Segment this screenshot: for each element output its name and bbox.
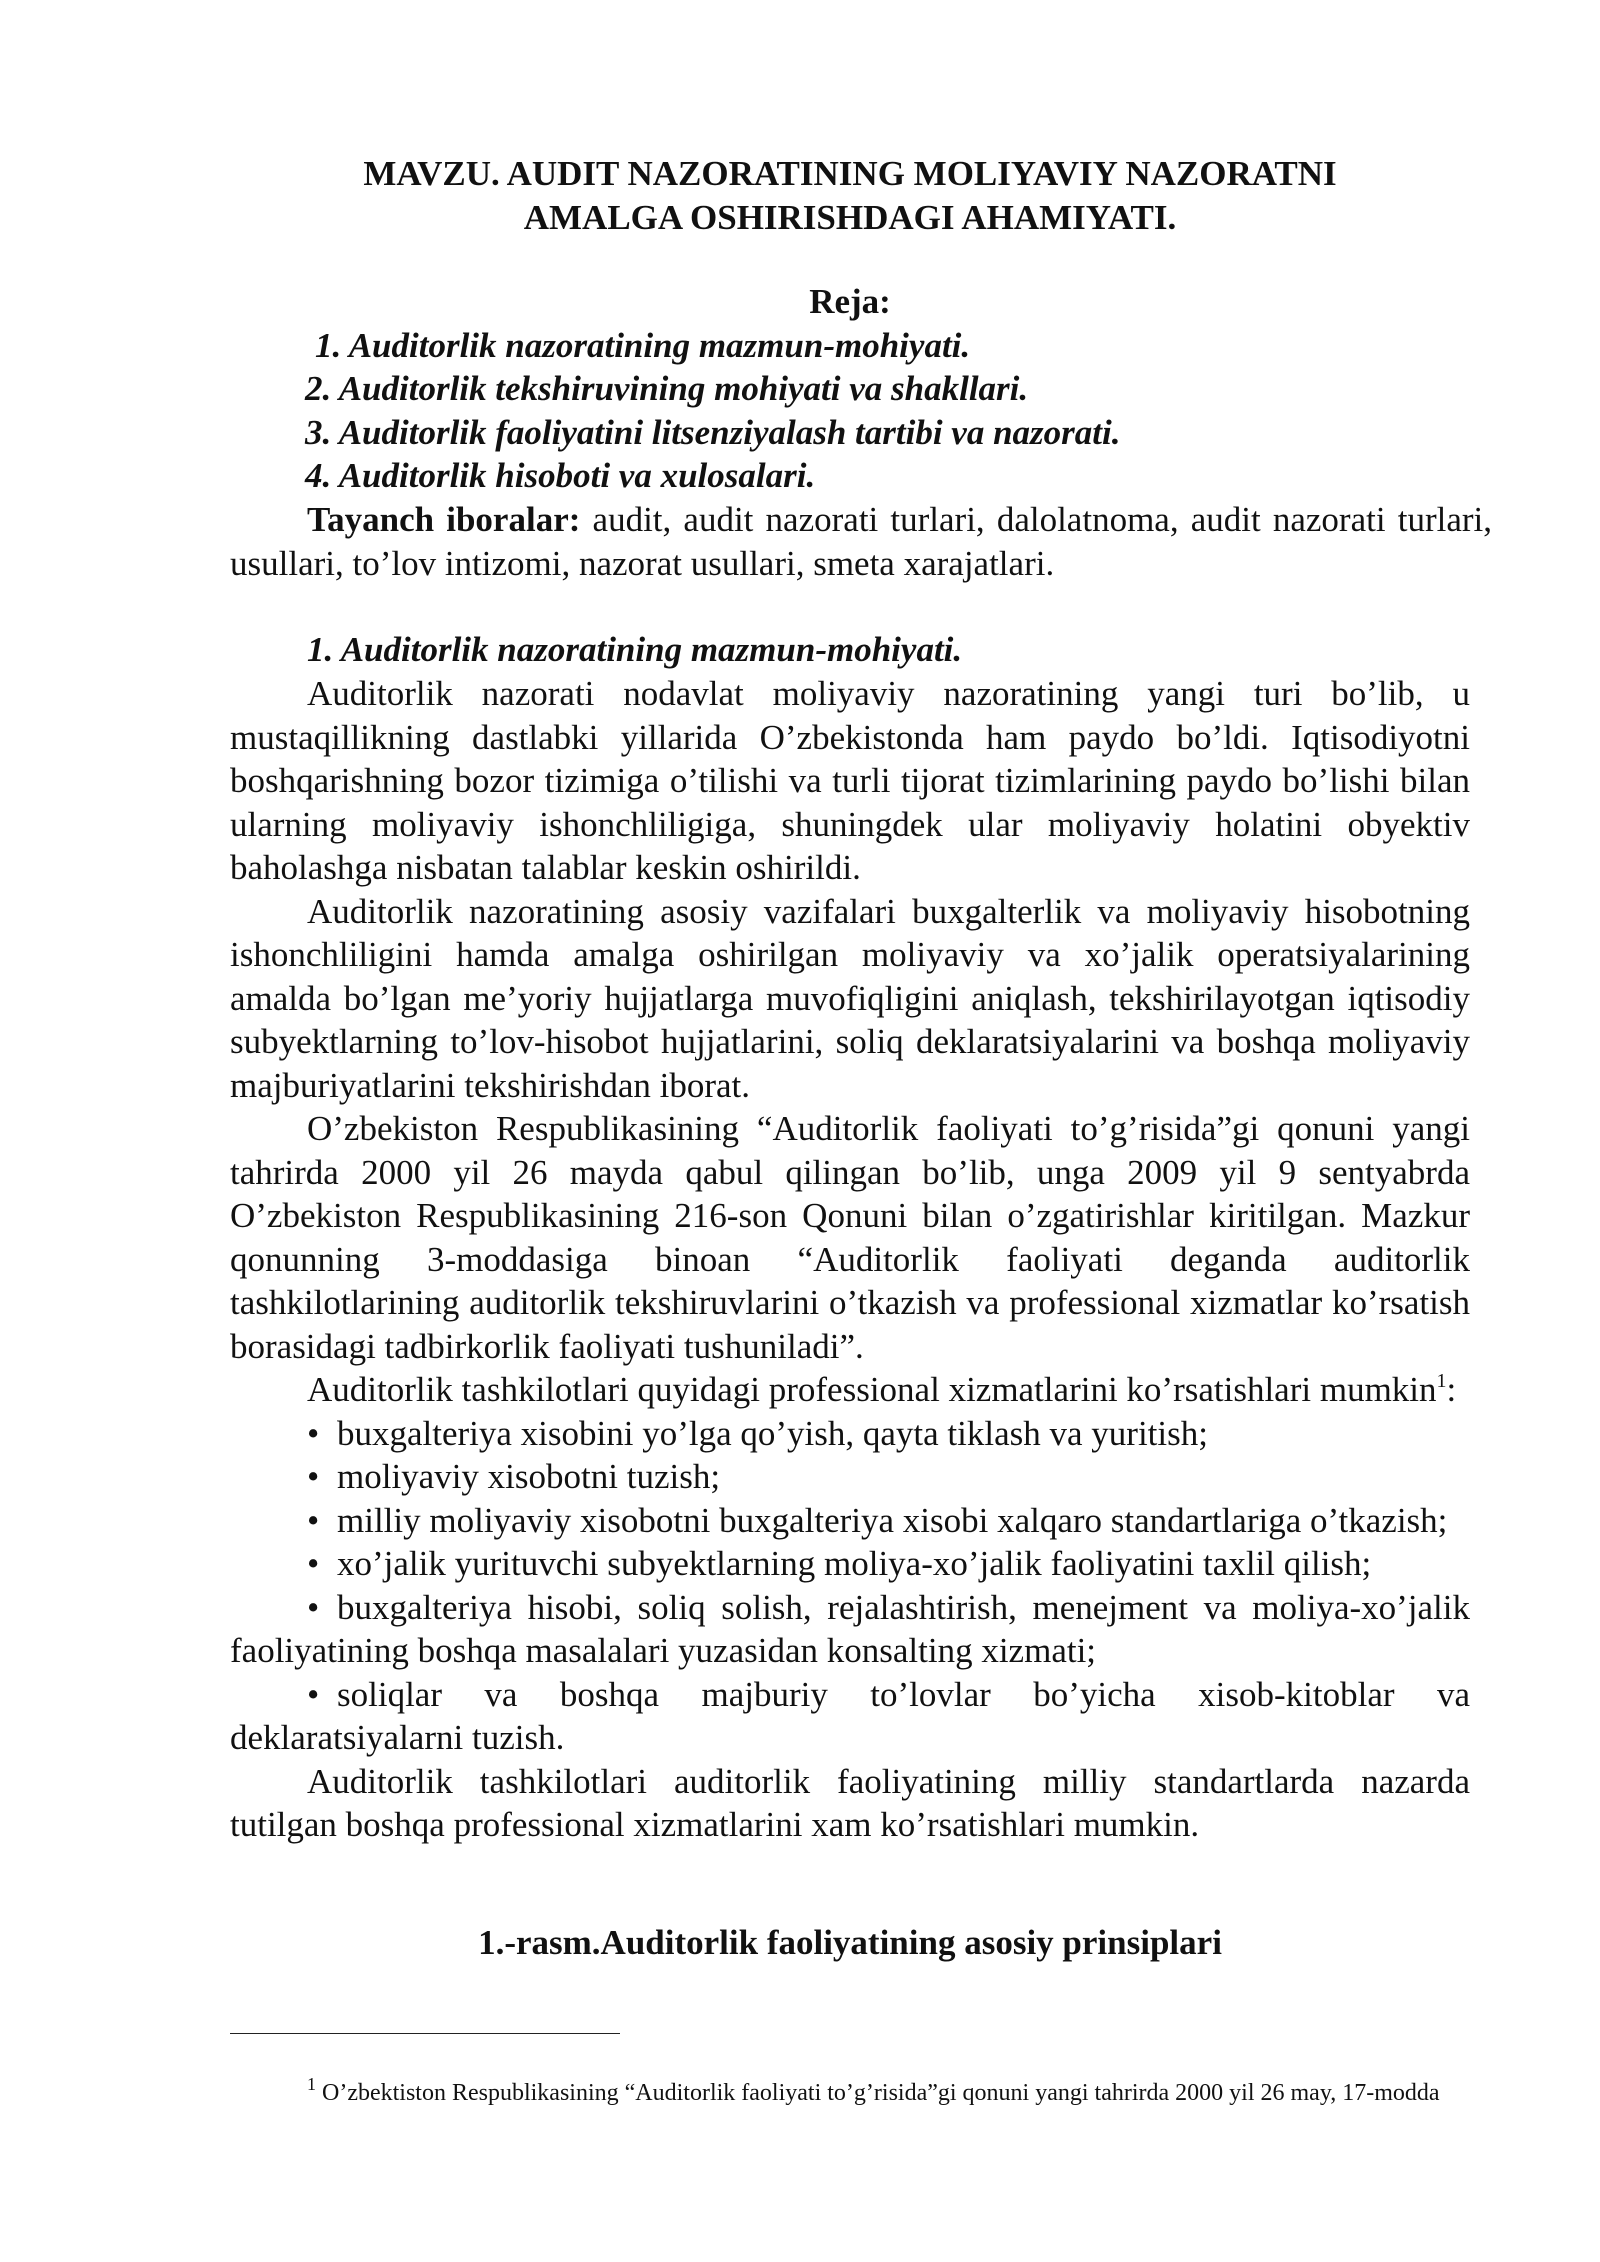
footnote-reference[interactable]: 1 — [1436, 1370, 1447, 1392]
plan-heading: Reja: — [809, 282, 891, 321]
keywords-text: audit, audit nazorati turlari, dalolatnoma, audit nazorati turlari, usullari, to’lov intizomi, nazorat usullari, smeta xarajatlari. — [230, 500, 1492, 583]
body-paragraph: Auditorlik nazorati nodavlat moliyaviy nazoratining yangi turi bo’lib, u mustaqillikning dastlabki yillarida O’zbekistonda ham paydo bo’ldi. Iqtisodiyotni boshqarishning bozor tizimiga o’tilishi va turli tijorat tizimlarining paydo bo’lishi bilan ularning moliyaviy ishonchliligiga, shuningdek ular moliyaviy holatini obyektiv baholashga nisbatan talablar keskin oshirildi. — [230, 674, 1470, 887]
plan-section — [230, 280, 1470, 498]
keywords-label: Tayanch iboralar: — [307, 500, 581, 539]
keywords-paragraph — [230, 498, 1492, 585]
bullet-item: • moliyaviy xisobotni tuzish; — [230, 1455, 1470, 1499]
footnote — [230, 2076, 1470, 2110]
bullet-item: • milliy moliyaviy xisobotni buxgalteriya xisobi xalqaro standartlariga o’tkazish; — [230, 1499, 1470, 1543]
bullet-icon: • — [307, 1413, 320, 1453]
body-paragraph: Auditorlik nazoratining asosiy vazifalari buxgalterlik va moliyaviy hisobotning ishonchliligini hamda amalga oshirilgan moliyaviy va xo’jalik operatsiyalarining amalda bo’lgan me’yoriy hujjatlarga muvofiqligini aniqlash, tekshirilayotgan iqtisodiy subyektlarning to’lov-hisobot hujjatlarini, soliq deklaratsiyalarini va boshqa moliyaviy majburiyatlarini tekshirishdan iborat. — [230, 891, 1470, 1105]
plan-item: 2. Auditorlik tekshiruvining mohiyati va shakllari. — [305, 369, 1029, 408]
bullet-item: • buxgalteriya xisobini yo’lga qo’yish, qayta tiklash va yuritish; — [230, 1412, 1470, 1456]
footnote-number: 1 — [307, 2074, 316, 2094]
figure-caption: 1.-rasm.Auditorlik faoliyatining asosiy prinsiplari — [478, 1923, 1222, 1962]
bullet-icon: • — [307, 1500, 320, 1540]
services-intro-colon: : — [1446, 1370, 1457, 1409]
bullet-icon: • — [307, 1674, 320, 1714]
plan-item: 1. Auditorlik nazoratining mazmun-mohiyati. — [315, 325, 971, 365]
plan-item: 4. Auditorlik hisoboti va xulosalari. — [305, 456, 816, 495]
footnote-separator — [230, 2033, 620, 2034]
bullet-icon: • — [307, 1587, 320, 1627]
bullet-item: • xo’jalik yurituvchi subyektlarning moliya-xo’jalik faoliyatini taxlil qilish; — [230, 1542, 1470, 1586]
bullet-icon: • — [307, 1457, 320, 1496]
bullet-item: • buxgalteriya hisobi, soliq solish, rejalashtirish, menejment va moliya-xo’jalik faoliyatining boshqa masalalari yuzasidan konsalting xizmati; — [230, 1587, 1470, 1670]
section-body — [230, 672, 1470, 1847]
closing-paragraph: Auditorlik tashkilotlari auditorlik faoliyatining milliy standartlarda nazarda tutilgan boshqa professional xizmatlarini xam ko’rsatishlari mumkin. — [230, 1761, 1470, 1844]
body-paragraph: O’zbekiston Respublikasining “Auditorlik faoliyati to’g’risida”gi qonuni yangi tahrirda 2000 yil 26 mayda qabul qilingan bo’lib, unga 2009 yil 9 sentyabrda O’zbekiston Respublikasining 216-son Qonuni bilan o’zgatirishlar kiritilgan. Mazkur qonunning 3-moddasiga binoan “Auditorlik faoliyati deganda auditorlik tashkilotlarining auditorlik tekshiruvlarini o’tkazish va professional xizmatlar ko’rsatish borasidagi tadbirkorlik faoliyati tushuniladi”. — [230, 1109, 1470, 1366]
document-title — [230, 152, 1470, 240]
footnote-text: O’zbektiston Respublikasining “Auditorlik faoliyati to’g’risida”gi qonuni yangi tahrirda 2000 yil 26 may, 17-modda — [316, 2080, 1440, 2106]
services-intro-text: Auditorlik tashkilotlari quyidagi professional xizmatlarini ko’rsatishlari mumkin — [307, 1370, 1437, 1409]
services-intro — [230, 1368, 1470, 1412]
section-heading: 1. Auditorlik nazoratining mazmun-mohiyati. — [307, 630, 963, 669]
bullet-icon: • — [307, 1544, 320, 1583]
title-line-2: AMALGA OSHIRISHDAGI AHAMIYATI. — [523, 198, 1177, 237]
bullet-item: • soliqlar va boshqa majburiy to’lovlar bo’yicha xisob-kitoblar va deklaratsiyalarni tuzish. — [230, 1674, 1470, 1757]
plan-item: 3. Auditorlik faoliyatini litsenziyalash tartibi va nazorati. — [305, 412, 1121, 452]
title-line-1: MAVZU. AUDIT NAZORATINING MOLIYAVIY NAZORATNI — [363, 154, 1337, 193]
